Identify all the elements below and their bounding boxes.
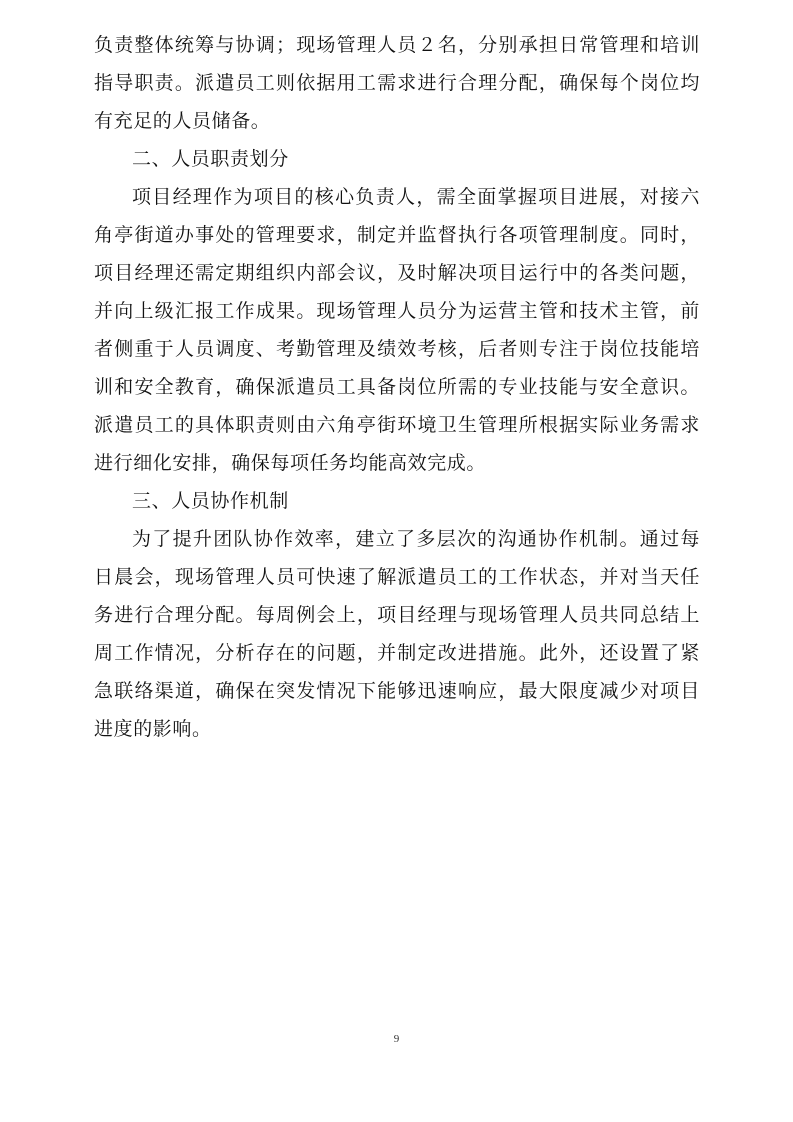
section-heading-collaboration: 三、人员协作机制 <box>132 490 289 512</box>
paragraph-continued: 负责整体统筹与协调；现场管理人员２名，分别承担日常管理和培训指导职责。派遣员工则依据用工需求进行合理分配，确保每个岗位均有充足的人员储备。 <box>94 34 700 132</box>
page-number: 9 <box>393 1033 400 1045</box>
section-heading-responsibilities: 二、人员职责划分 <box>132 148 289 170</box>
document-body <box>94 26 700 748</box>
paragraph-responsibilities: 项目经理作为项目的核心负责人，需全面掌握项目进展，对接六角亭街道办事处的管理要求，制定并监督执行各项管理制度。同时，项目经理还需定期组织内部会议，及时解决项目运行中的各类问题，并向上级汇报工作成果。现场管理人员分为运营主管和技术主管，前者侧重于人员调度、考勤管理及绩效考核，后者则专注于岗位技能培训和安全教育，确保派遣员工具备岗位所需的专业技能与安全意识。派遣员工的具体职责则由六角亭街环境卫生管理所根据实际业务需求进行细化安排，确保每项任务均能高效完成。 <box>94 186 700 474</box>
paragraph-collaboration: 为了提升团队协作效率，建立了多层次的沟通协作机制。通过每日晨会，现场管理人员可快速了解派遣员工的工作状态，并对当天任务进行合理分配。每周例会上，项目经理与现场管理人员共同总结上周工作情况，分析存在的问题，并制定改进措施。此外，还设置了紧急联络渠道，确保在突发情况下能够迅速响应，最大限度减少对项目进度的影响。 <box>94 528 700 740</box>
